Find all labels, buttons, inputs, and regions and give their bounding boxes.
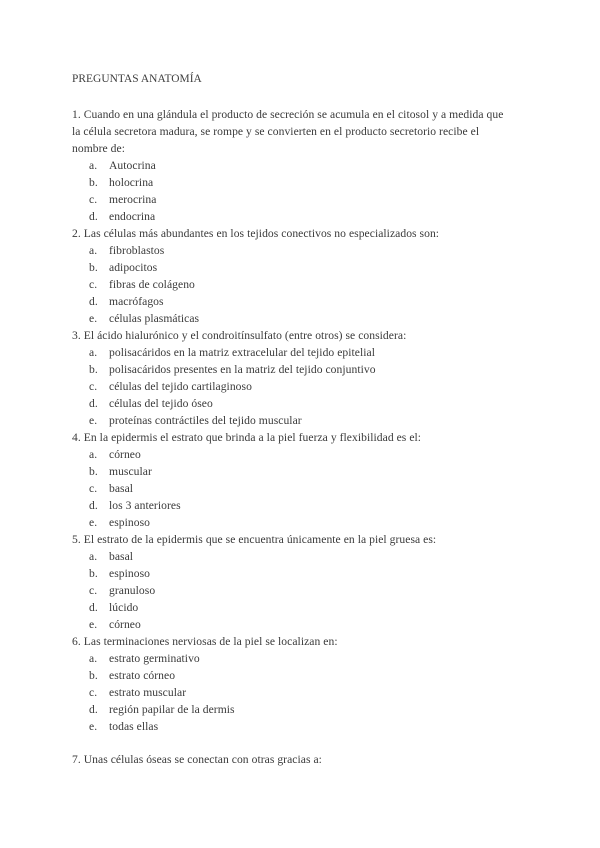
option-letter: b.: [89, 261, 98, 274]
option-text: células del tejido cartilaginoso: [109, 380, 252, 393]
answer-option: [72, 480, 542, 497]
option-letter: b.: [89, 176, 98, 189]
option-letter: c.: [89, 278, 98, 291]
option-text: córneo: [109, 448, 141, 461]
question-text-line: la célula secretora madura, se rompe y se convierten en el producto secretorio recibe el: [72, 125, 480, 138]
question-text-line: 2. Las células más abundantes en los tejidos conectivos no especializados son:: [72, 227, 440, 240]
answer-option: [72, 667, 542, 684]
option-list: [72, 344, 542, 429]
option-letter: c.: [89, 584, 98, 597]
option-list: [72, 650, 542, 735]
option-text: proteínas contráctiles del tejido muscular: [109, 414, 302, 427]
answer-option: [72, 157, 542, 174]
answer-option: [72, 616, 542, 633]
question-text-line: 1. Cuando en una glándula el producto de secreción se acumula en el citosol y a medida que: [72, 108, 504, 121]
option-text: granuloso: [109, 584, 156, 597]
option-letter: e.: [89, 618, 98, 631]
option-text: adipocitos: [109, 261, 158, 274]
answer-option: [72, 395, 542, 412]
option-letter: a.: [89, 244, 98, 257]
answer-option: [72, 497, 542, 514]
question-text-line: 6. Las terminaciones nerviosas de la piel se localizan en:: [72, 635, 338, 648]
option-text: polisacáridos en la matriz extracelular del tejido epitelial: [109, 346, 375, 359]
option-text: espinoso: [109, 567, 150, 580]
option-letter: c.: [89, 193, 98, 206]
option-text: fibroblastos: [109, 244, 165, 257]
option-text: fibras de colágeno: [109, 278, 195, 291]
option-text: región papilar de la dermis: [109, 703, 235, 716]
question-7: [72, 751, 542, 768]
option-letter: d.: [89, 295, 98, 308]
option-text: polisacáridos presentes en la matriz del tejido conjuntivo: [109, 363, 376, 376]
option-text: células plasmáticas: [109, 312, 200, 325]
option-text: endocrina: [109, 210, 156, 223]
option-list: [72, 548, 542, 633]
option-letter: a.: [89, 159, 98, 172]
answer-option: [72, 293, 542, 310]
answer-option: [72, 191, 542, 208]
option-letter: a.: [89, 550, 98, 563]
answer-option: [72, 718, 542, 735]
option-letter: b.: [89, 363, 98, 376]
question-text-line: 7. Unas células óseas se conectan con otras gracias a:: [72, 753, 322, 766]
answer-option: [72, 650, 542, 667]
answer-option: [72, 446, 542, 463]
option-text: basal: [109, 482, 134, 495]
option-letter: b.: [89, 465, 98, 478]
answer-option: [72, 412, 542, 429]
option-text: Autocrina: [109, 159, 156, 172]
answer-option: [72, 310, 542, 327]
answer-option: [72, 361, 542, 378]
option-text: macrófagos: [109, 295, 164, 308]
answer-option: [72, 548, 542, 565]
document-title: PREGUNTAS ANATOMÍA: [72, 73, 202, 85]
option-letter: d.: [89, 601, 98, 614]
option-letter: e.: [89, 720, 98, 733]
option-letter: d.: [89, 499, 98, 512]
option-list: [72, 446, 542, 531]
option-text: los 3 anteriores: [109, 499, 181, 512]
question-text-line: 3. El ácido hialurónico y el condroitínsulfato (entre otros) se considera:: [72, 329, 407, 342]
question-text-line: nombre de:: [72, 142, 125, 155]
option-text: espinoso: [109, 516, 150, 529]
answer-option: [72, 565, 542, 582]
option-text: estrato muscular: [109, 686, 187, 699]
option-text: lúcido: [109, 601, 139, 614]
option-letter: b.: [89, 567, 98, 580]
option-text: estrato córneo: [109, 669, 176, 682]
answer-option: [72, 701, 542, 718]
option-letter: a.: [89, 448, 98, 461]
option-letter: d.: [89, 397, 98, 410]
answer-option: [72, 463, 542, 480]
question-3: [72, 327, 542, 429]
option-letter: e.: [89, 516, 98, 529]
option-text: muscular: [109, 465, 152, 478]
question-text-line: 5. El estrato de la epidermis que se encuentra únicamente en la piel gruesa es:: [72, 533, 437, 546]
option-letter: c.: [89, 482, 98, 495]
option-letter: d.: [89, 210, 98, 223]
answer-option: [72, 276, 542, 293]
answer-option: [72, 684, 542, 701]
option-letter: e.: [89, 414, 98, 427]
option-text: células del tejido óseo: [109, 397, 213, 410]
question-2: [72, 225, 542, 327]
answer-option: [72, 242, 542, 259]
option-letter: a.: [89, 346, 98, 359]
question-list: [72, 106, 542, 768]
question-5: [72, 531, 542, 633]
answer-option: [72, 208, 542, 225]
option-list: [72, 157, 542, 225]
question-1: [72, 106, 542, 225]
answer-option: [72, 259, 542, 276]
option-text: holocrina: [109, 176, 154, 189]
answer-option: [72, 344, 542, 361]
option-text: merocrina: [109, 193, 157, 206]
option-letter: b.: [89, 669, 98, 682]
option-text: basal: [109, 550, 134, 563]
answer-option: [72, 378, 542, 395]
option-list: [72, 242, 542, 327]
answer-option: [72, 174, 542, 191]
option-text: córneo: [109, 618, 141, 631]
option-text: todas ellas: [109, 720, 159, 733]
answer-option: [72, 514, 542, 531]
option-letter: c.: [89, 380, 98, 393]
option-letter: a.: [89, 652, 98, 665]
option-letter: e.: [89, 312, 98, 325]
option-text: estrato germinativo: [109, 652, 200, 665]
question-4: [72, 429, 542, 531]
option-letter: c.: [89, 686, 98, 699]
answer-option: [72, 582, 542, 599]
answer-option: [72, 599, 542, 616]
question-text-line: 4. En la epidermis el estrato que brinda a la piel fuerza y flexibilidad es el:: [72, 431, 422, 444]
question-6: [72, 633, 542, 735]
option-letter: d.: [89, 703, 98, 716]
